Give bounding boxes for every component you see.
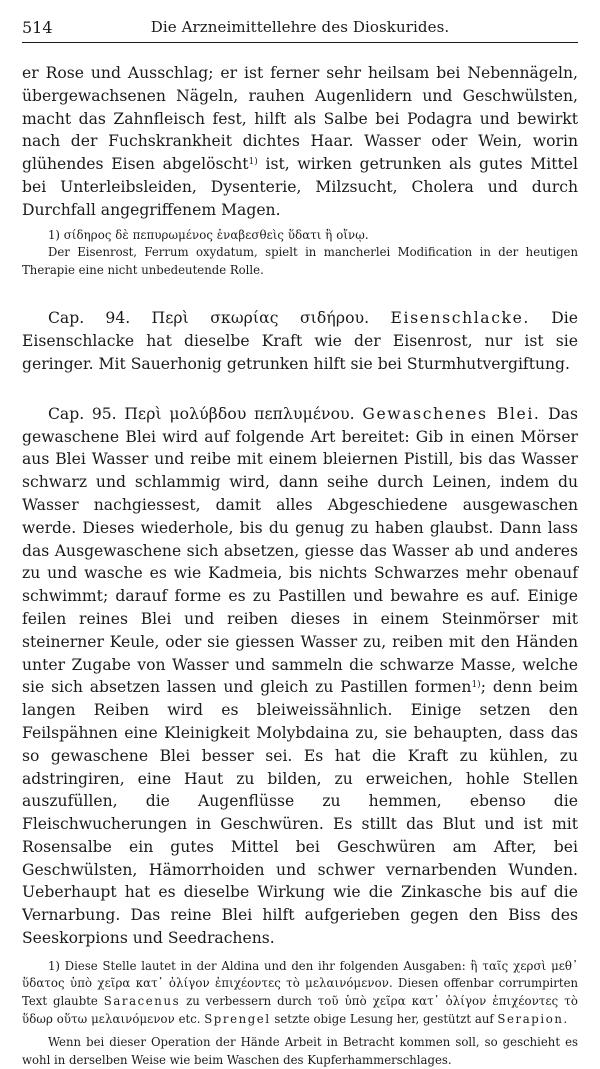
paragraph-text: er Rose und Ausschlag; er ist ferner sehr heilsam bei Nebennägeln, übergewachsenen Nägeln, rauhen Augenlidern und Geschwülsten, macht das Zahnfleisch fest, hilft als Salbe bei Podagra und bewirkt nach der Fuchskrankheit dichtes Haar. Wasser oder Wein, worin glühendes Eisen abgelöscht [22,64,578,174]
footnote-comment: Wenn bei dieser Operation der Hände Arbeit in Betracht kommen soll, so geschieht es wohl in derselben Weise wie beim Waschen des Kupferhammerschlages. [22,1035,578,1067]
footnote-marker: 1) [48,958,60,973]
chapter-95 [22,403,578,950]
chapter-text: Das gewaschene Blei wird auf folgende Art bereitet: Gib in einen Mörser aus Blei Wasser und reibe mit einem bleiernen Pistill, bis das Wasser schwarz und schlammig wird, dann seihe durch Leinen, indem du Wasser nachgiessest, damit alles Abgeschiedene ausgewaschen werde. Dieses wiederhole, bis du genug zu haben glaubst. Dann lass das Ausgewaschene sich absetzen, giesse das Wasser ab und anderes zu und wasche es wie Kadmeia, bis nichts Schwarzes mehr obenauf schwimmt; darauf forme es zu Pastillen und bewahre es auf. Einige feilen reines Blei und reiben dieses in einem Steinmörser mit steinerner Keule, oder sie giessen Wasser zu, reiben mit den Händen unter Zugabe von Wasser und sammeln die schwarze Masse, welche sie sich absetzen lassen und gleich zu Pastillen formen [22,404,578,697]
footnote-text: etc. [178,1011,201,1026]
footnote-greek [22,227,578,245]
chapter-94 [22,307,578,375]
author-name-sprengel: Sprengel [204,1011,271,1026]
chapter-german-title: Gewaschenes Blei. [362,404,541,423]
chapter-greek-title: Περὶ σκωρίας σιδήρου. [151,309,370,328]
chapter-greek-title: Περὶ μολύβδου πεπλυμένου. [124,404,355,423]
paragraph-iron-rust [22,62,578,222]
footnote-greek-text: σίδηρος δὲ πεπυρωμένος ἐναβεσθεὶς ὕδατι ἢ οἴνῳ. [63,227,369,242]
chapter-text-continued: ; denn beim langen Reiben wird es bleiweissähnlich. Einige setzen den Feilspähnen eine Kleinigkeit Molybdaina zu, sie behaupten, dass das so gewaschene Blei besser sei. Es hat die Kraft zu kühlen, zu adstringiren, eine Haut zu bilden, zu erweichen, hohle Stellen auszufüllen, die Augenflüsse zu hemmen, ebenso die Fleischwucherungen in Geschwüren. Es stillt das Blut und ist mit Rosensalbe ein gutes Mittel bei Geschwüren am After, bei Geschwülsten, Hämorrhoiden und schwer vernarbenden Wunden. Ueberhaupt hat es dieselbe Wirkung wie die Zinkasche bis auf die Vernarbung. Das reine Blei hilft aufgerieben gegen den Biss des Seeskorpions und Seedrachens. [22,678,579,948]
chapter-label: Cap. 95. [48,404,117,423]
chapter-text: Die Eisenschlacke hat dieselbe Kraft wie der Eisenrost, nur ist sie geringer. Mit Sauerhonig getrunken hilft sie bei Sturmhutvergiftung. [22,309,578,373]
page-header [22,0,578,46]
paragraph-text-continued: ist, wirken getrunken als gutes Mittel bei Unterleibsleiden, Dysenterie, Milzsucht, Cholera und durch Durchfall angegriffenem Magen. [22,155,578,219]
header-rule [22,42,578,43]
footnote-reference: 1) [248,157,258,168]
footnote-greek-text: τοῦ ὑπὸ χεῖρα κατ᾽ ὀλίγον ἐπιχέοντες τὸ ὕδωρ οὕτω μελαινόμενον [22,994,578,1026]
footnote-text: Diesen offenbar corrumpirten Text glaubte [22,976,579,1009]
footnote-lead [22,958,578,1028]
footnote-text: zu verbessern durch [186,994,312,1009]
footnote-marker: 1) [48,227,60,242]
author-name-saracenus: Saracenus [103,994,181,1009]
footnote-text: . [563,1011,568,1026]
footnote-greek-text: ἢ ταῖς χερσὶ μεθ᾽ ὕδατος ὑπὸ χεῖρα κατ᾽ ὀλίγον ἐπιχέοντες τὸ μελαινόμενον. [22,958,579,991]
author-name-serapion: Serapion [497,1011,564,1026]
page-number: 514 [22,18,53,37]
footnote-text: setzte obige Lesung her, gestützt auf [274,1011,494,1026]
footnote-comment: Der Eisenrost, Ferrum oxydatum, spielt in mancherlei Modification in der heutigen Therapie eine nicht unbedeutende Rolle. [22,245,578,277]
chapter-german-title: Eisenschlacke. [390,309,530,328]
book-page [22,0,578,1069]
chapter-label: Cap. 94. [48,309,131,328]
running-title: Die Arzneimittellehre des Dioskurides. [150,18,450,36]
footnote-reference: 1) [471,680,481,691]
footnote-text: Diese Stelle lautet in der Aldina und den ihr folgenden Ausgaben: [64,958,466,973]
